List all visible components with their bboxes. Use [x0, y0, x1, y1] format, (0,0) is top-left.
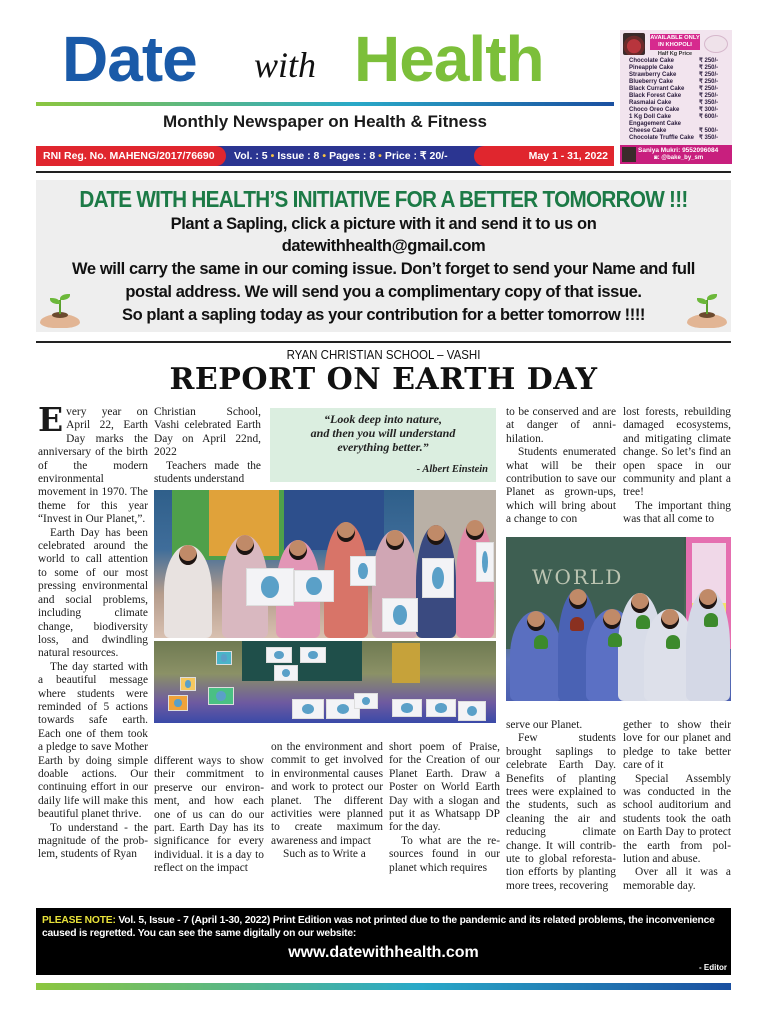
photo-classroom-posters	[154, 641, 496, 723]
bullet-icon: •	[270, 150, 275, 162]
article-headline: REPORT ON EARTH DAY	[169, 362, 598, 397]
pages: Pages : 8	[329, 150, 376, 162]
logo-health: Health	[354, 23, 544, 95]
cake-item	[629, 100, 729, 107]
cake-name: Cheese Cake	[629, 128, 667, 134]
initiative-email[interactable]: datewithhealth@gmail.com	[281, 237, 486, 255]
bakery-logo	[704, 35, 728, 53]
paragraph: lost forests, rebuilding damaged ecosystems, and mitigating climate change. So let’s find an open space in our community and plant a tree!	[623, 406, 731, 499]
issue-dates: May 1 - 31, 2022	[474, 146, 614, 166]
bullet-icon: •	[378, 150, 382, 162]
paragraph: The day started with a beautiful message where students were reminded of 5 actions towards safe earth. Each one of them took a pledge to save Mother Earth by doing simple doable actions. Our continuing effort in our daily life will make this beautiful planet thrive.	[38, 660, 148, 821]
cake-price-list	[629, 58, 729, 142]
photo-students-with-drawings	[154, 490, 496, 638]
paragraph: on the environment and commit to get involved in environmental causes and work to protect our planet. The different activities were planned to create maximum awareness and impact	[271, 741, 383, 847]
masthead	[36, 23, 614, 131]
article-column-4	[389, 741, 500, 875]
paragraph: Christian School, Vashi celebrated Earth Day on April 22nd, 2022	[154, 406, 261, 459]
quote-attribution: - Albert Einstein	[416, 464, 488, 475]
cake-name: Chocolate Truffle Cake	[629, 135, 695, 141]
paragraph: Such as to Write a	[283, 848, 366, 861]
paragraph: short poem of Praise, for the Creation of our Planet Earth. Draw a Poster on World Earth Day with a slogan and put it as Whatsapp DP for the day.	[389, 741, 500, 834]
article-column-3	[271, 741, 383, 862]
cake-price: ₹ 250/-	[699, 86, 719, 92]
article-column-1	[38, 400, 148, 862]
gradient-rule	[36, 102, 614, 106]
article-column-2	[154, 406, 261, 486]
registration-bar	[36, 146, 614, 166]
paragraph: Every year on April 22, Earth Day marks the anniversary of the birth of the modern environmental movement in 1970. The theme for this year “Invest in Our Planet,”.	[38, 400, 148, 526]
cake-name: Chocolate Cake	[629, 58, 675, 64]
cake-name: Engagement Cake	[629, 121, 682, 127]
volume: Vol. : 5	[234, 150, 268, 162]
cake-price: ₹ 250/-	[699, 65, 719, 71]
cake-name: Black Currant Cake	[629, 86, 685, 92]
article-column-6	[623, 406, 731, 527]
cake-price: ₹ 250/-	[699, 72, 719, 78]
cake-price: ₹ 600/-	[699, 114, 719, 120]
cake-image	[622, 147, 636, 162]
bullet-icon: •	[322, 150, 327, 162]
sapling-in-hands-icon	[685, 292, 729, 330]
quote-line: everything better.”	[337, 440, 429, 454]
cake-item	[629, 121, 729, 128]
cake-image	[623, 33, 645, 55]
paragraph: serve our Planet.	[506, 719, 583, 731]
contact-phone: Saniya Mukri: 9552096084	[638, 147, 719, 154]
cake-price: ₹ 250/-	[699, 79, 719, 85]
article-column-6-continued	[623, 719, 731, 893]
note-message: PLEASE NOTE: Vol. 5, Issue - 7 (April 1-30, 2022) Print Edition was not printed due to the pandemic and its related problems, the inconvenience caused is regretted. You can see the same digitally on our website:	[42, 915, 715, 939]
sapling-in-hands-icon	[38, 292, 82, 330]
paragraph: Earth Day has been celebrated around the world to call attention to some of our most pressing environmental and social problems, including climate change, biodiversity loss, and dwindling natural resources.	[38, 526, 148, 660]
issue: Issue : 8	[277, 150, 320, 162]
paragraph: Over all it was a memorable day.	[623, 866, 731, 892]
editor-note	[36, 908, 731, 975]
cake-price: ₹ 350/-	[699, 135, 719, 141]
cake-item	[629, 58, 729, 65]
cake-price: ₹ 500/-	[699, 128, 719, 134]
cake-price: ₹ 350/-	[699, 100, 719, 106]
website-link[interactable]: www.datewithhealth.com	[288, 944, 479, 961]
price: Price : ₹ 20/-	[384, 150, 448, 162]
note-label: PLEASE NOTE:	[42, 915, 116, 926]
article-column-5-continued	[506, 719, 616, 893]
cake-item	[629, 128, 729, 135]
newspaper-logo	[36, 23, 614, 98]
paragraph: Students enumerated what will be their contribution to save our Planet as grown-ups, which will bring about a change to con	[506, 446, 616, 526]
logo-with: with	[254, 45, 317, 85]
pull-quote	[270, 408, 496, 482]
rni-number: RNI Reg. No. MAHENG/2017/76690	[36, 146, 226, 166]
paragraph: Special Assembly was conducted in the school auditorium and students took the oath on Earth Day to protect the earth from pollution and abuse.	[623, 772, 731, 866]
cake-item	[629, 72, 729, 79]
cake-item	[629, 135, 729, 142]
initiative-line: So plant a sapling today as your contribution for a better tomorrow !!!!	[121, 306, 646, 324]
cake-item	[629, 107, 729, 114]
drop-cap: E	[38, 400, 64, 439]
cake-name: Strawberry Cake	[629, 72, 677, 78]
issue-info	[234, 146, 448, 166]
article-column-2-continued	[154, 755, 264, 876]
note-signoff: - Editor	[699, 963, 727, 972]
cake-contact	[620, 145, 732, 164]
cake-item	[629, 86, 729, 93]
paragraph: gether to show their love for our planet and pledge to take better care of it	[623, 719, 731, 772]
article-kicker: RYAN CHRISTIAN SCHOOL – VASHI	[286, 348, 481, 362]
cake-advertisement	[620, 30, 732, 164]
gradient-rule	[36, 983, 731, 990]
instagram-icon: ◙	[654, 155, 658, 161]
initiative-banner	[36, 180, 731, 332]
cake-name: Rasmalai Cake	[629, 100, 672, 106]
availability-badge: AVAILABLE ONLY IN KHOPOLI	[650, 35, 700, 48]
logo-date: Date	[62, 23, 197, 95]
divider	[36, 171, 731, 173]
cake-name: 1 Kg Doll Cake	[629, 114, 672, 120]
initiative-line: Plant a Sapling, click a picture with it and send it to us on	[170, 215, 597, 233]
cake-name: Black Forest Cake	[629, 93, 682, 99]
paragraph: To understand - the magnitude of the problem, students of Ryan	[38, 821, 148, 861]
cake-name: Blueberry Cake	[629, 79, 674, 85]
cake-price	[699, 121, 729, 128]
cake-price: ₹ 300/-	[699, 107, 719, 113]
cake-item	[629, 65, 729, 72]
paragraph: The important thing was that all come to	[623, 499, 731, 526]
paragraph: to be conserved and are at danger of annihilation.	[506, 406, 616, 445]
quote-line: “Look deep into nature,	[323, 412, 442, 426]
divider	[36, 341, 731, 343]
cake-price: ₹ 250/-	[699, 58, 719, 64]
cake-name: Choco Oreo Cake	[629, 107, 680, 113]
cake-item	[629, 79, 729, 86]
article-column-5	[506, 406, 616, 527]
paragraph: Few students brought saplings to celebrate Earth Day. Benefits of planting trees were explained to the students, such as cleaning the air and reducing climate change. It will contribute to global reforestation efforts by planting more trees, recovering	[506, 732, 616, 892]
photo-students-with-saplings	[506, 537, 731, 701]
cake-price: ₹ 250/-	[699, 93, 719, 99]
cake-item	[629, 114, 729, 121]
chalkboard-text: WORLD	[532, 565, 624, 589]
instagram-handle: ◙: @bake_by_sm	[654, 155, 704, 161]
initiative-title: DATE WITH HEALTH’S INITIATIVE FOR A BETTER TOMORROW !!!	[79, 186, 688, 212]
tagline: Monthly Newspaper on Health & Fitness	[163, 112, 487, 131]
cake-item	[629, 93, 729, 100]
quote-line: and then you will understand	[310, 426, 456, 440]
price-subtitle: Half Kg Price	[657, 51, 693, 57]
paragraph: To what are the resources found in our planet which requires	[389, 834, 500, 874]
paragraph: Teachers made the students understand	[154, 459, 261, 486]
initiative-line: We will carry the same in our coming issue. Don’t forget to send your Name and full	[72, 260, 695, 278]
initiative-line: postal address. We will send you a complimentary copy of that issue.	[125, 283, 642, 301]
cake-name: Pineapple Cake	[629, 65, 674, 71]
paragraph: different ways to show their commitment to preserve our environment, and how each one of us can do our part. Earth Day has its significance for every individual. it is a day to reflect on the impact	[154, 755, 264, 875]
